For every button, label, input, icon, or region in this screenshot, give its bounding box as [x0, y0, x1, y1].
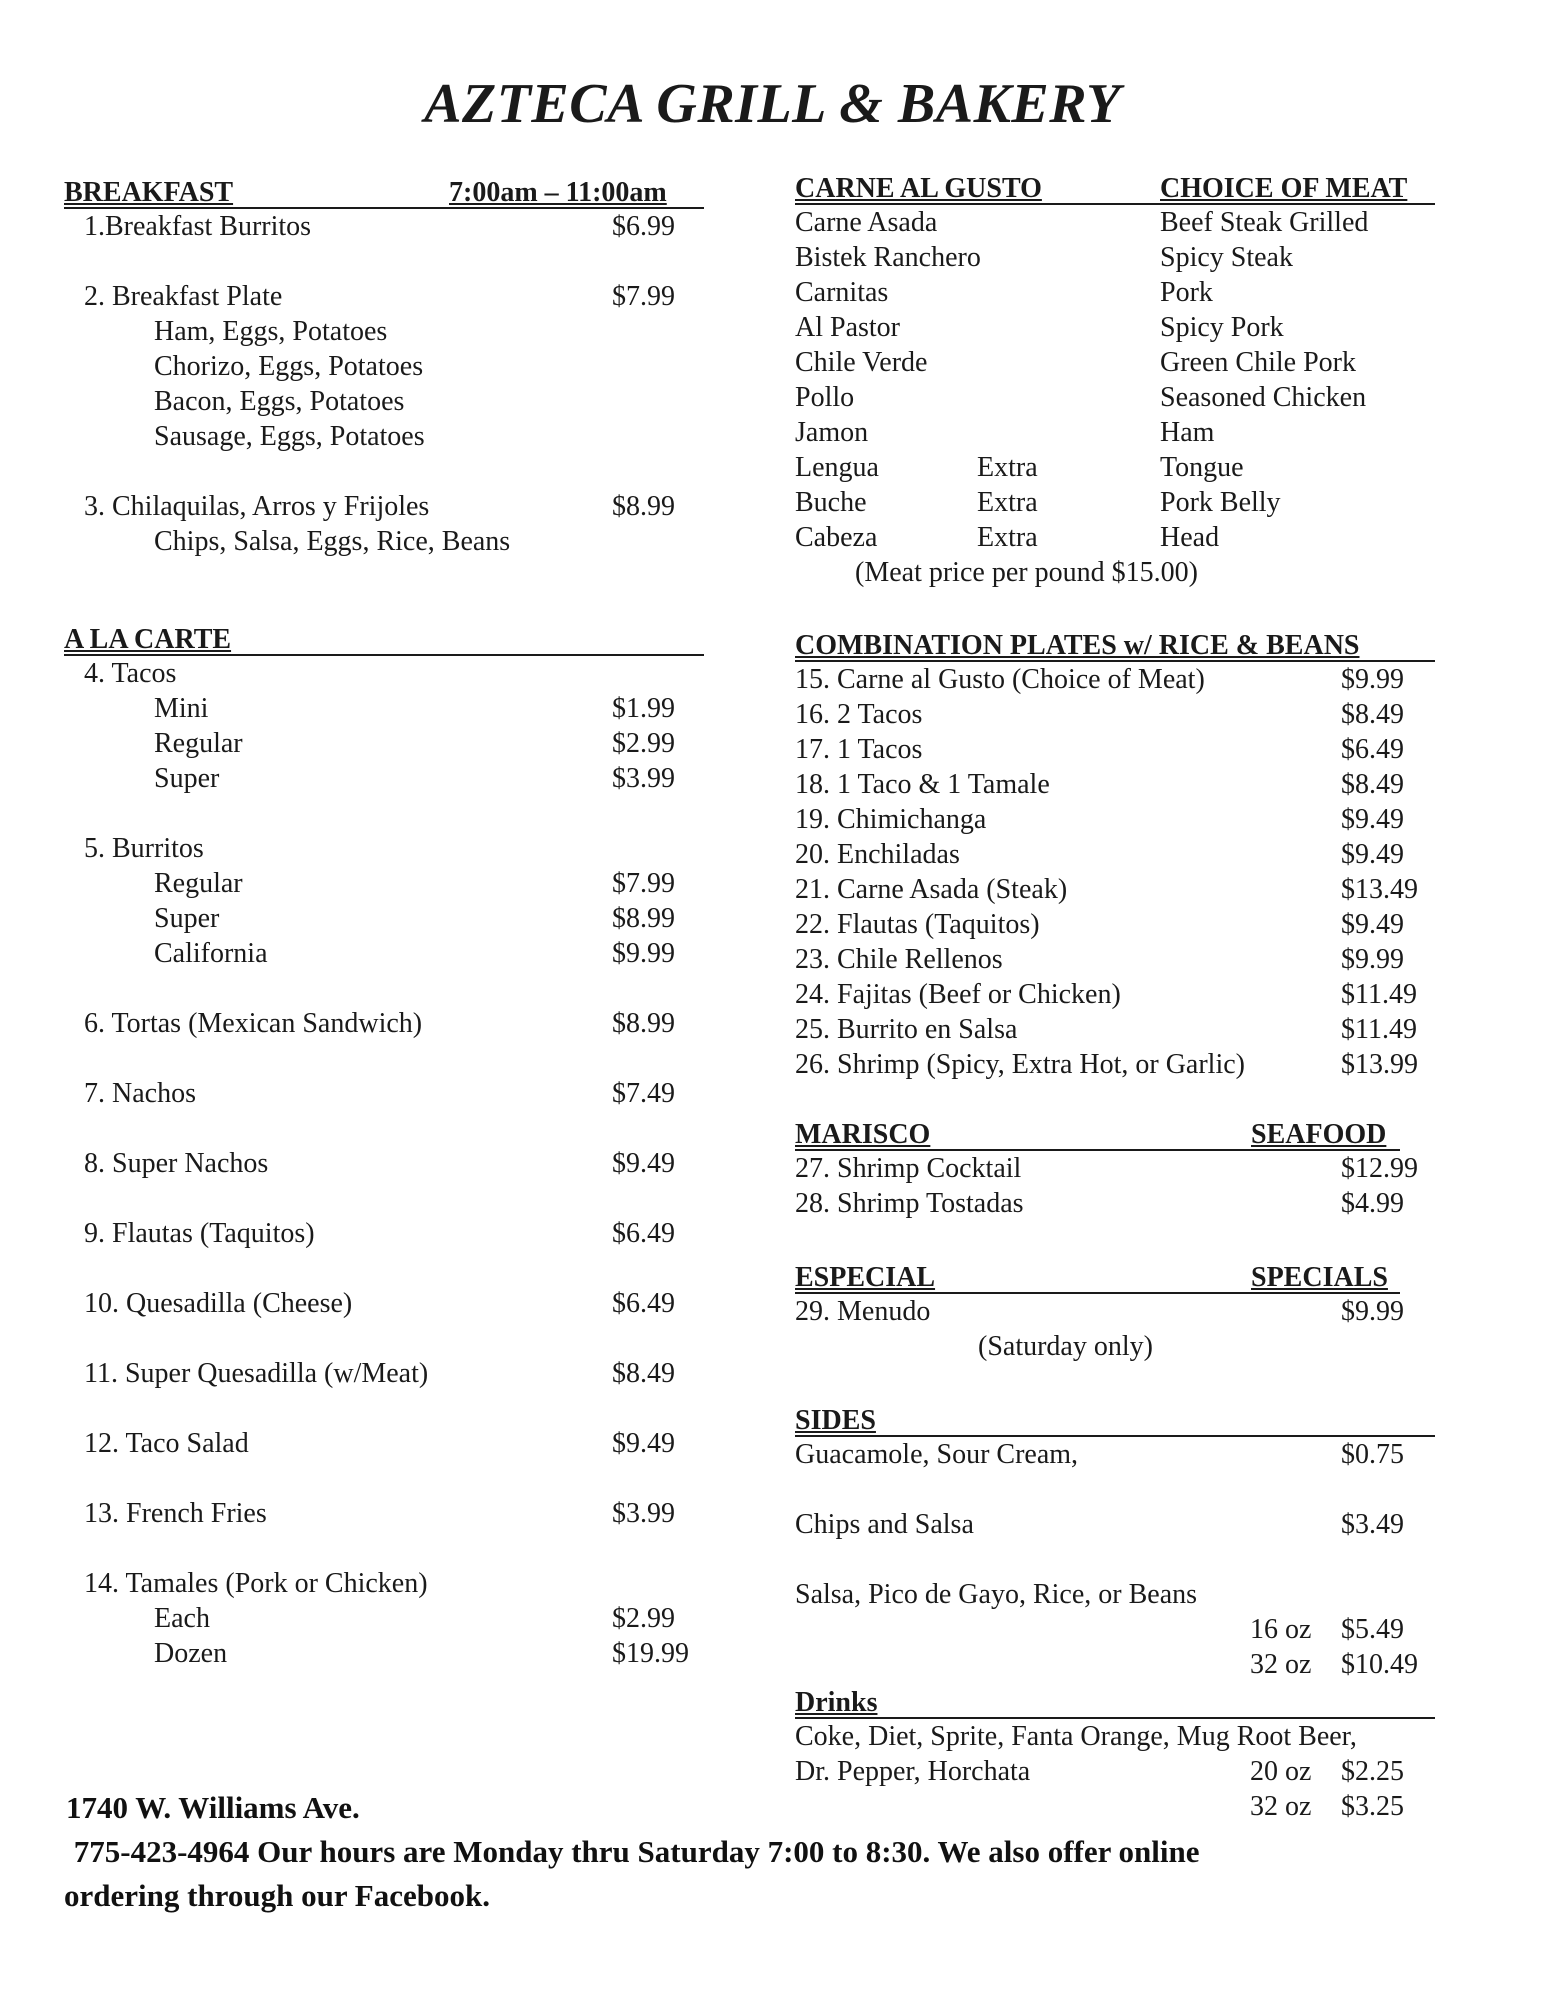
meat-row [795, 205, 1435, 240]
item-price: $6.49 [1341, 734, 1404, 765]
item-size [64, 1601, 704, 1636]
meat-row [795, 485, 1435, 520]
a-la-carte-title: A LA CARTE [64, 624, 232, 655]
item-size [64, 726, 704, 761]
marisco-title: MARISCO [795, 1119, 931, 1150]
item-option [64, 384, 704, 419]
item-name: 24. Fajitas (Beef or Chicken) [795, 979, 1121, 1010]
carne-header [795, 168, 1435, 205]
menu-item [64, 489, 704, 524]
menu-item [795, 1012, 1435, 1047]
meat-name: Pollo [795, 382, 855, 413]
item-option [64, 524, 704, 559]
item-price: $9.99 [1341, 664, 1404, 695]
item-price: $3.99 [612, 763, 675, 794]
meat-name: Carne Asada [795, 207, 938, 238]
item-size [64, 866, 704, 901]
carne-title: CARNE AL GUSTO [795, 173, 1042, 204]
page-title: AZTECA GRILL & BAKERY [424, 73, 1121, 135]
drinks-list [795, 1754, 1435, 1789]
item-price: $9.49 [1341, 909, 1404, 940]
option-label: Ham, Eggs, Potatoes [154, 316, 388, 347]
item-name: 19. Chimichanga [795, 804, 987, 835]
meat-english: Head [1160, 522, 1220, 553]
item-price: $9.49 [612, 1148, 675, 1179]
item-name: 5. Burritos [84, 833, 204, 864]
meat-name: Bistek Ranchero [795, 242, 981, 273]
item-price: $8.49 [1341, 699, 1404, 730]
combos-title: COMBINATION PLATES w/ RICE & BEANS [795, 630, 1360, 661]
item-price: $9.49 [1341, 804, 1404, 835]
item-name: 26. Shrimp (Spicy, Extra Hot, or Garlic) [795, 1049, 1245, 1080]
item-price: $6.49 [612, 1288, 675, 1319]
item-option [64, 349, 704, 384]
meat-english: Ham [1160, 417, 1215, 448]
item-price: $11.49 [1341, 1014, 1417, 1045]
item-price: $19.99 [612, 1638, 689, 1669]
menu-item [795, 837, 1435, 872]
item-price: $10.49 [1341, 1649, 1418, 1680]
meat-english: Beef Steak Grilled [1160, 207, 1369, 238]
size-label: Regular [154, 868, 243, 899]
item-name: 25. Burrito en Salsa [795, 1014, 1018, 1045]
item-name: 8. Super Nachos [84, 1148, 269, 1179]
drinks-list [795, 1719, 1435, 1754]
menu-item [64, 1286, 704, 1321]
meat-name: Al Pastor [795, 312, 900, 343]
item-size [795, 1647, 1435, 1682]
item-name: 7. Nachos [84, 1078, 196, 1109]
meat-english: Pork [1160, 277, 1213, 308]
menu-item [795, 977, 1435, 1012]
menu-item [64, 831, 704, 866]
extra-label: Extra [977, 452, 1038, 483]
size-label: Mini [154, 693, 209, 724]
item-name: 22. Flautas (Taquitos) [795, 909, 1040, 940]
size-label: 32 oz [1250, 1791, 1312, 1822]
choice-of-meat-title: CHOICE OF MEAT [1160, 173, 1408, 204]
item-name: 3. Chilaquilas, Arros y Frijoles [84, 491, 430, 522]
menu-item [795, 872, 1435, 907]
item-name: 14. Tamales (Pork or Chicken) [84, 1568, 428, 1599]
meat-row [795, 450, 1435, 485]
item-name: 12. Taco Salad [84, 1428, 249, 1459]
meat-english: Seasoned Chicken [1160, 382, 1367, 413]
menu-item [795, 1186, 1435, 1221]
item-size [795, 1612, 1435, 1647]
item-price: $13.49 [1341, 874, 1418, 905]
specials-title: SPECIALS [1251, 1262, 1388, 1293]
size-label: 16 oz [1250, 1614, 1312, 1645]
item-size [64, 936, 704, 971]
seafood-title: SEAFOOD [1251, 1119, 1387, 1150]
menu-item [64, 1426, 704, 1461]
item-name: 13. French Fries [84, 1498, 267, 1529]
menu-item [64, 1076, 704, 1111]
drinks-line: Dr. Pepper, Horchata [795, 1756, 1031, 1787]
menu-item [795, 1294, 1435, 1329]
item-name: 17. 1 Tacos [795, 734, 923, 765]
item-name: 15. Carne al Gusto (Choice of Meat) [795, 664, 1205, 695]
item-price: $5.49 [1341, 1614, 1404, 1645]
menu-item [795, 1047, 1435, 1082]
item-size [64, 761, 704, 796]
item-price: $8.49 [612, 1358, 675, 1389]
size-label: Super [154, 763, 220, 794]
item-name: 16. 2 Tacos [795, 699, 923, 730]
item-name: 29. Menudo [795, 1296, 931, 1327]
saturday-note: (Saturday only) [978, 1331, 1153, 1362]
menu-item [64, 1006, 704, 1041]
item-price: $12.99 [1341, 1153, 1418, 1184]
ordering-line: ordering through our Facebook. [64, 1878, 490, 1913]
drinks-header [795, 1682, 1435, 1719]
meat-name: Chile Verde [795, 347, 928, 378]
item-name: Chips and Salsa [795, 1509, 974, 1540]
menu-item [795, 767, 1435, 802]
option-label: Bacon, Eggs, Potatoes [154, 386, 405, 417]
item-name: 2. Breakfast Plate [84, 281, 283, 312]
extra-label: Extra [977, 522, 1038, 553]
item-name: Guacamole, Sour Cream, [795, 1439, 1079, 1470]
item-name: 9. Flautas (Taquitos) [84, 1218, 315, 1249]
item-name: 28. Shrimp Tostadas [795, 1188, 1024, 1219]
item-name: 10. Quesadilla (Cheese) [84, 1288, 353, 1319]
meat-english: Pork Belly [1160, 487, 1281, 518]
item-name: 18. 1 Taco & 1 Tamale [795, 769, 1050, 800]
drinks-title: Drinks [795, 1687, 878, 1718]
item-price: $1.99 [612, 693, 675, 724]
extra-label: Extra [977, 487, 1038, 518]
item-price: $8.99 [612, 1008, 675, 1039]
menu-item [64, 1356, 704, 1391]
item-name: 27. Shrimp Cocktail [795, 1153, 1022, 1184]
item-price: $0.75 [1341, 1439, 1404, 1470]
footer [66, 1786, 1200, 1918]
item-price: $11.49 [1341, 979, 1417, 1010]
item-name: 11. Super Quesadilla (w/Meat) [84, 1358, 429, 1389]
meat-row [795, 345, 1435, 380]
meat-name: Cabeza [795, 522, 878, 553]
size-label: 32 oz [1250, 1649, 1312, 1680]
breakfast-header [64, 172, 704, 209]
meat-name: Lengua [795, 452, 879, 483]
item-price: $9.99 [1341, 944, 1404, 975]
especial-title: ESPECIAL [795, 1262, 936, 1293]
item-name: 21. Carne Asada (Steak) [795, 874, 1068, 905]
item-size [64, 691, 704, 726]
option-label: Chips, Salsa, Eggs, Rice, Beans [154, 526, 511, 557]
menu-item [795, 732, 1435, 767]
item-name: 20. Enchiladas [795, 839, 960, 870]
size-label: Regular [154, 728, 243, 759]
item-price: $7.49 [612, 1078, 675, 1109]
item-price: $3.25 [1341, 1791, 1404, 1822]
menu-item [64, 1566, 704, 1601]
item-size [64, 901, 704, 936]
meat-row [795, 240, 1435, 275]
menu-item [795, 802, 1435, 837]
item-price: $6.49 [612, 1218, 675, 1249]
option-label: Sausage, Eggs, Potatoes [154, 421, 425, 452]
menu-item [64, 279, 704, 314]
right-column [795, 168, 1435, 1824]
sides-header [795, 1400, 1435, 1437]
marisco-header [795, 1114, 1400, 1151]
item-price: $2.99 [612, 1603, 675, 1634]
item-price: $4.99 [1341, 1188, 1404, 1219]
menu-item [795, 1507, 1435, 1542]
item-price: $7.99 [612, 868, 675, 899]
menu-item [64, 209, 704, 244]
meat-name: Jamon [795, 417, 869, 448]
item-price: $9.49 [1341, 839, 1404, 870]
meat-note [795, 555, 1435, 590]
drinks-line: Coke, Diet, Sprite, Fanta Orange, Mug Root Beer, [795, 1721, 1357, 1752]
item-name: Salsa, Pico de Gayo, Rice, or Beans [795, 1579, 1198, 1610]
item-price: $9.99 [1341, 1296, 1404, 1327]
item-option [64, 314, 704, 349]
item-price: $2.25 [1341, 1756, 1404, 1787]
menu-item [64, 1496, 704, 1531]
item-name: 1.Breakfast Burritos [84, 211, 312, 242]
item-name: 4. Tacos [84, 658, 177, 689]
meat-name: Buche [795, 487, 867, 518]
item-price: $7.99 [612, 281, 675, 312]
meat-english: Tongue [1160, 452, 1244, 483]
address: 1740 W. Williams Ave. [66, 1790, 360, 1825]
meat-row [795, 380, 1435, 415]
item-size [64, 1636, 704, 1671]
meat-row [795, 310, 1435, 345]
a-la-carte-header [64, 619, 704, 656]
item-price: $8.49 [1341, 769, 1404, 800]
item-price: $8.99 [612, 491, 675, 522]
menu-item [795, 1437, 1435, 1472]
item-price: $13.99 [1341, 1049, 1418, 1080]
menu-item [64, 1216, 704, 1251]
size-label: California [154, 938, 268, 969]
menu-item [795, 1577, 1435, 1612]
size-label: Dozen [154, 1638, 228, 1669]
menu-item [795, 1151, 1435, 1186]
meat-name: Carnitas [795, 277, 889, 308]
item-name: 6. Tortas (Mexican Sandwich) [84, 1008, 423, 1039]
item-price: $2.99 [612, 728, 675, 759]
breakfast-title: BREAKFAST [64, 177, 234, 208]
item-price: $6.99 [612, 211, 675, 242]
item-option [64, 419, 704, 454]
menu-item [64, 1146, 704, 1181]
breakfast-hours: 7:00am – 11:00am [449, 177, 667, 208]
meat-row [795, 275, 1435, 310]
option-label: Chorizo, Eggs, Potatoes [154, 351, 424, 382]
size-label: 20 oz [1250, 1756, 1312, 1787]
especial-header [795, 1257, 1400, 1294]
item-price: $9.49 [612, 1428, 675, 1459]
item-price: $8.99 [612, 903, 675, 934]
meat-english: Spicy Pork [1160, 312, 1284, 343]
combos-header [795, 625, 1435, 662]
meat-price-note: (Meat price per pound $15.00) [855, 557, 1198, 588]
meat-row [795, 520, 1435, 555]
meat-english: Spicy Steak [1160, 242, 1293, 273]
special-note [795, 1329, 1435, 1364]
sides-title: SIDES [795, 1405, 876, 1436]
menu-item [795, 697, 1435, 732]
menu-item [795, 942, 1435, 977]
menu-item [795, 907, 1435, 942]
size-label: Each [154, 1603, 210, 1634]
left-column [64, 172, 704, 1671]
item-price: $9.99 [612, 938, 675, 969]
hours-line: 775-423-4964 Our hours are Monday thru Saturday 7:00 to 8:30. We also offer online [66, 1834, 1200, 1869]
size-label: Super [154, 903, 220, 934]
item-price: $3.99 [612, 1498, 675, 1529]
meat-english: Green Chile Pork [1160, 347, 1356, 378]
menu-item [64, 656, 704, 691]
item-name: 23. Chile Rellenos [795, 944, 1003, 975]
meat-row [795, 415, 1435, 450]
menu-item [795, 662, 1435, 697]
item-price: $3.49 [1341, 1509, 1404, 1540]
